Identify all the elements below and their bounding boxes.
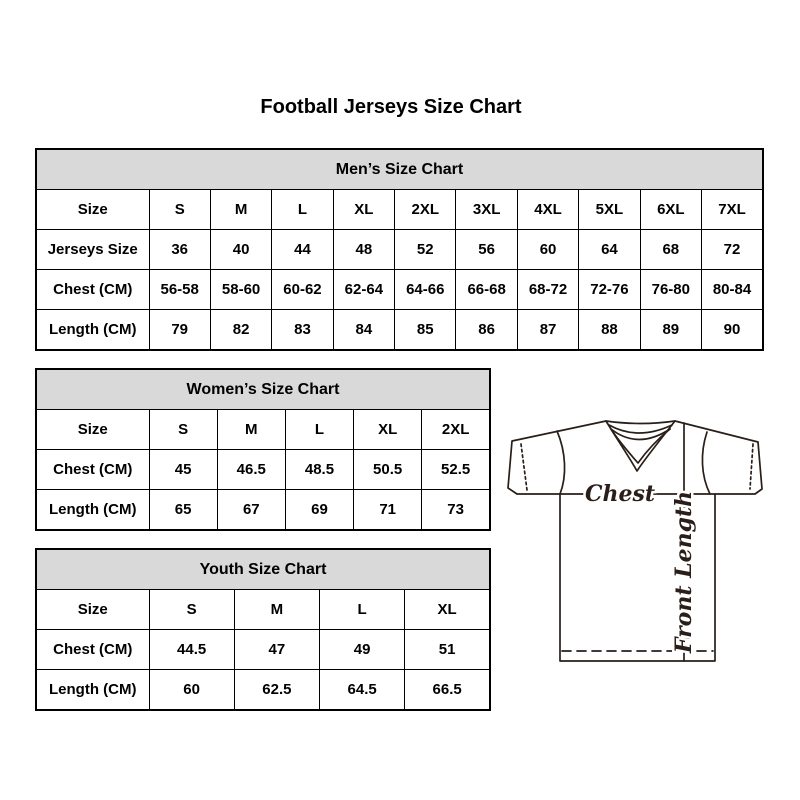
- value-cell: 52: [395, 230, 456, 270]
- table-row: [36, 410, 490, 450]
- value-cell: 88: [579, 310, 640, 351]
- value-cell: 66-68: [456, 270, 517, 310]
- value-cell: 48: [333, 230, 394, 270]
- value-cell: 44: [272, 230, 333, 270]
- value-cell: 67: [217, 490, 285, 531]
- value-cell: XL: [354, 410, 422, 450]
- value-cell: 65: [149, 490, 217, 531]
- value-cell: 7XL: [702, 190, 763, 230]
- row-label-cell: Chest (CM): [36, 270, 149, 310]
- table-row: [36, 450, 490, 490]
- value-cell: 86: [456, 310, 517, 351]
- value-cell: 47: [234, 630, 319, 670]
- value-cell: 40: [210, 230, 271, 270]
- value-cell: 71: [354, 490, 422, 531]
- collar-rib-arc-outer: [609, 425, 672, 433]
- value-cell: M: [234, 590, 319, 630]
- value-cell: 82: [210, 310, 271, 351]
- value-cell: 58-60: [210, 270, 271, 310]
- table-title: Women’s Size Chart: [36, 369, 490, 410]
- womens-size-table: [35, 368, 491, 531]
- value-cell: 60: [149, 670, 234, 711]
- value-cell: 56-58: [149, 270, 210, 310]
- value-cell: 60-62: [272, 270, 333, 310]
- value-cell: L: [320, 590, 405, 630]
- value-cell: XL: [333, 190, 394, 230]
- youth-size-table: [35, 548, 491, 711]
- value-cell: 49: [320, 630, 405, 670]
- row-label-cell: Jerseys Size: [36, 230, 149, 270]
- value-cell: 89: [640, 310, 701, 351]
- value-cell: 66.5: [405, 670, 490, 711]
- mens-size-table: [35, 148, 764, 351]
- row-label-cell: Length (CM): [36, 310, 149, 351]
- value-cell: S: [149, 190, 210, 230]
- value-cell: 3XL: [456, 190, 517, 230]
- value-cell: L: [285, 410, 353, 450]
- table-row: [36, 190, 763, 230]
- value-cell: 68-72: [517, 270, 578, 310]
- row-label-cell: Chest (CM): [36, 630, 149, 670]
- row-label-cell: Size: [36, 590, 149, 630]
- value-cell: M: [210, 190, 271, 230]
- value-cell: 72: [702, 230, 763, 270]
- row-label-cell: Length (CM): [36, 490, 149, 531]
- page-title: Football Jerseys Size Chart: [260, 96, 522, 118]
- value-cell: 79: [149, 310, 210, 351]
- jersey-measurement-diagram: [505, 398, 765, 668]
- value-cell: 62.5: [234, 670, 319, 711]
- table-row: [36, 670, 490, 711]
- value-cell: 85: [395, 310, 456, 351]
- value-cell: S: [149, 590, 234, 630]
- value-cell: 72-76: [579, 270, 640, 310]
- value-cell: 64: [579, 230, 640, 270]
- value-cell: 64.5: [320, 670, 405, 711]
- row-label-cell: Chest (CM): [36, 450, 149, 490]
- row-label-cell: Length (CM): [36, 670, 149, 711]
- table-row: [36, 230, 763, 270]
- table-title: Youth Size Chart: [36, 549, 490, 590]
- value-cell: 69: [285, 490, 353, 531]
- table-row: [36, 310, 763, 351]
- armhole-seam-left: [557, 431, 565, 494]
- value-cell: 62-64: [333, 270, 394, 310]
- value-cell: 87: [517, 310, 578, 351]
- value-cell: 73: [422, 490, 490, 531]
- value-cell: 84: [333, 310, 394, 351]
- value-cell: 50.5: [354, 450, 422, 490]
- value-cell: 76-80: [640, 270, 701, 310]
- value-cell: M: [217, 410, 285, 450]
- table-title: Men’s Size Chart: [36, 149, 763, 190]
- value-cell: 4XL: [517, 190, 578, 230]
- armhole-seam-right: [702, 432, 710, 494]
- table-row: [36, 490, 490, 531]
- value-cell: XL: [405, 590, 490, 630]
- value-cell: S: [149, 410, 217, 450]
- cuff-dashed-line-left: [521, 444, 527, 490]
- value-cell: 2XL: [422, 410, 490, 450]
- chest-label: Chest: [584, 481, 656, 507]
- table-row: [36, 270, 763, 310]
- value-cell: 64-66: [395, 270, 456, 310]
- value-cell: 46.5: [217, 450, 285, 490]
- value-cell: 36: [149, 230, 210, 270]
- value-cell: L: [272, 190, 333, 230]
- value-cell: 83: [272, 310, 333, 351]
- value-cell: 5XL: [579, 190, 640, 230]
- jersey-outline-path: [508, 421, 762, 661]
- value-cell: 51: [405, 630, 490, 670]
- value-cell: 52.5: [422, 450, 490, 490]
- table-row: [36, 630, 490, 670]
- value-cell: 6XL: [640, 190, 701, 230]
- value-cell: 60: [517, 230, 578, 270]
- front-length-label: Front Length: [671, 490, 697, 654]
- row-label-cell: Size: [36, 190, 149, 230]
- value-cell: 45: [149, 450, 217, 490]
- value-cell: 44.5: [149, 630, 234, 670]
- value-cell: 90: [702, 310, 763, 351]
- value-cell: 56: [456, 230, 517, 270]
- value-cell: 80-84: [702, 270, 763, 310]
- row-label-cell: Size: [36, 410, 149, 450]
- cuff-dashed-line-right: [750, 444, 753, 489]
- value-cell: 68: [640, 230, 701, 270]
- value-cell: 2XL: [395, 190, 456, 230]
- value-cell: 48.5: [285, 450, 353, 490]
- table-row: [36, 590, 490, 630]
